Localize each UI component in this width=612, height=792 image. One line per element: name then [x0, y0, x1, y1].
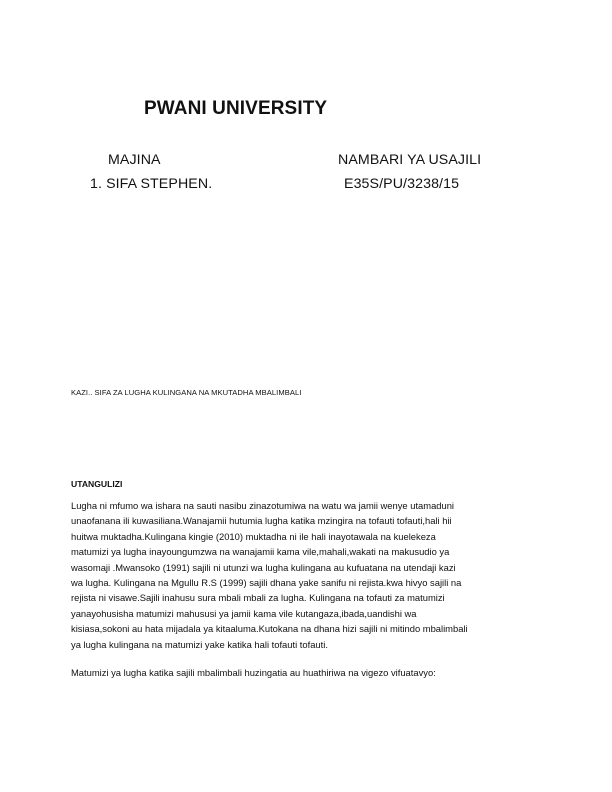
paragraph-line: yanayohusisha matumizi mahususi ya jamii kama vile kutangaza,ibada,uandishi wa [71, 607, 417, 619]
section-heading: UTANGULIZI [71, 479, 123, 489]
second-paragraph [71, 665, 547, 680]
paragraph-line: matumizi ya lugha inayoungumzwa na wanajamii kama vile,mahali,wakati na makusudio ya [71, 546, 450, 558]
paragraph-line: wa lugha. Kulingana na Mgullu R.S (1999) sajili dhana yake sanifu ni rejista.kwa hivyo sajili na [71, 577, 462, 589]
paragraph-line: wasomaji .Mwansoko (1991) sajili ni utunzi wa lugha kulingana au kufuatana na utendaji kazi [71, 561, 456, 573]
document-title: PWANI UNIVERSITY [144, 98, 328, 119]
assignment-topic: KAZI.. SIFA ZA LUGHA KULINGANA NA MKUTADHA MBALIMBALI [71, 388, 302, 397]
paragraph-line: Matumizi ya lugha katika sajili mbalimbali huzingatia au huathiriwa na vigezo vifuatavyo: [71, 667, 436, 678]
student-name: 1. SIFA STEPHEN. [90, 176, 213, 192]
paragraph-line: rejista ni visawe.Sajili inahusu sura mbali mbali za lugha. Kulingana na tofauti za matumizi [71, 592, 445, 604]
paragraph-line: ya lugha kulingana na matumizi yake katika hali tofauti tofauti. [71, 638, 328, 650]
names-column-header: MAJINA [108, 152, 161, 168]
paragraph-line: unaofanana ili kuwasiliana.Wanajamii hutumia lugha katika mzingira na tofauti tofauti,hali hii [71, 515, 452, 527]
intro-paragraph [71, 498, 547, 652]
registration-number: E35S/PU/3238/15 [344, 176, 460, 192]
paragraph-line: kisiasa,sokoni au hata mijadala ya kitaaluma.Kutokana na dhana hizi sajili ni mitindo mbalimbali [71, 623, 468, 635]
paragraph-line: huitwa muktadha.Kulingana kingie (2010) muktadha ni ile hali inayotawala na kuelekeza [71, 530, 436, 542]
paragraph-line: Lugha ni mfumo wa ishara na sauti nasibu zinazotumiwa na watu wa jamii wenye utamaduni [71, 500, 455, 511]
registration-column-header: NAMBARI YA USAJILI [338, 152, 482, 168]
